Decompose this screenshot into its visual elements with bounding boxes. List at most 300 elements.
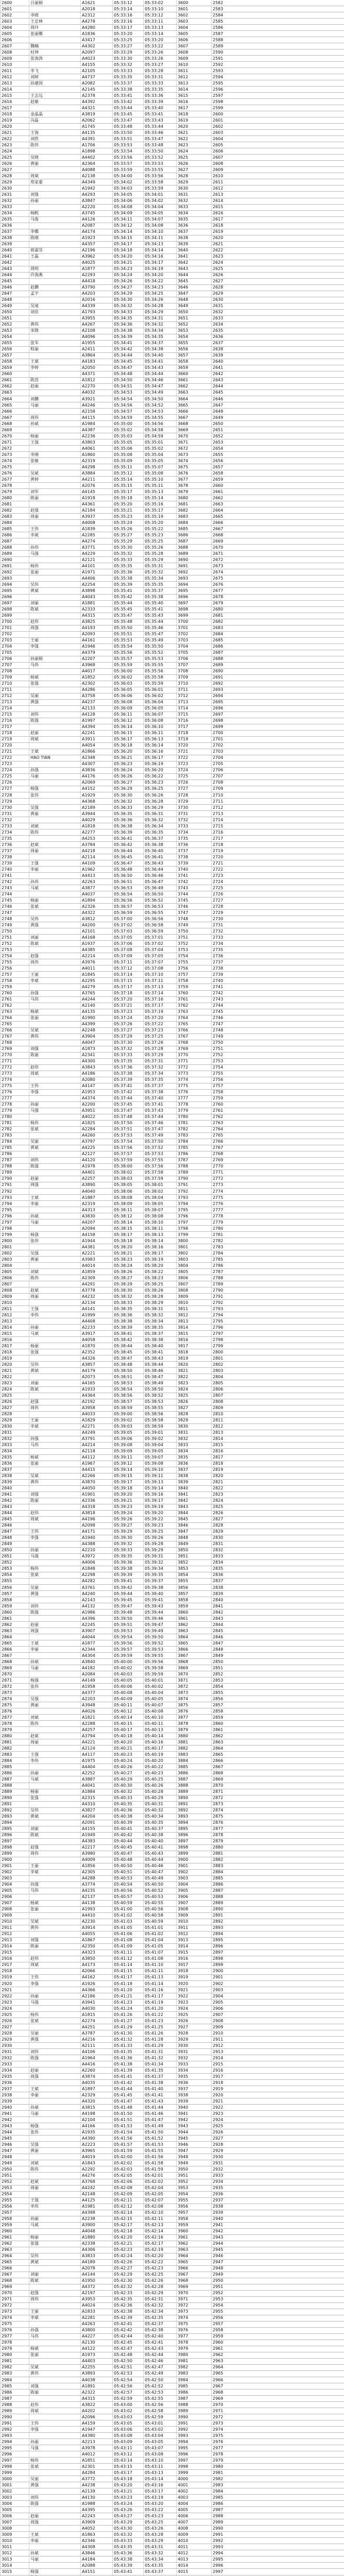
bib-cell: A3784 bbox=[81, 842, 113, 848]
table-row bbox=[1, 2074, 344, 2080]
place-2-cell: 2587 bbox=[212, 31, 344, 37]
net-time-cell: 05:39:04 bbox=[144, 1442, 177, 1448]
place-2-cell: 2917 bbox=[212, 2074, 344, 2080]
bib-cell: A4152 bbox=[81, 786, 113, 792]
place-cell: 3684 bbox=[177, 520, 212, 526]
bib-cell: A2203 bbox=[81, 1696, 113, 1702]
rank-cell: 2783 bbox=[1, 1132, 29, 1139]
name-cell bbox=[29, 297, 81, 303]
name-cell bbox=[29, 1374, 81, 1380]
place-cell: 3650 bbox=[177, 309, 212, 315]
table-row bbox=[1, 25, 344, 31]
name-cell bbox=[29, 2098, 81, 2105]
table-row bbox=[1, 2105, 344, 2111]
net-time-cell: 05:35:05 bbox=[144, 458, 177, 464]
rank-cell: 2807 bbox=[1, 1281, 29, 1287]
gun-time-cell: 05:40:36 bbox=[113, 1807, 144, 1814]
rank-cell: 2885 bbox=[1, 1764, 29, 1770]
bib-cell: A1973 bbox=[81, 2352, 113, 2358]
place-cell: 4002 bbox=[177, 2488, 212, 2495]
gun-time-cell: 05:42:05 bbox=[113, 2173, 144, 2179]
net-time-cell: 05:33:28 bbox=[144, 68, 177, 74]
bib-cell: A4251 bbox=[81, 2024, 113, 2030]
place-2-cell: 2672 bbox=[212, 557, 344, 563]
net-time-cell: 05:41:25 bbox=[144, 2024, 177, 2030]
place-cell: 3795 bbox=[177, 1207, 212, 1213]
net-time-cell: 05:42:13 bbox=[144, 2222, 177, 2228]
bib-cell: A2288 bbox=[81, 1721, 113, 1727]
net-time-cell: 05:34:28 bbox=[144, 303, 177, 309]
gun-time-cell: 05:39:50 bbox=[113, 1616, 144, 1622]
bib-cell: A4159 bbox=[81, 2420, 113, 2427]
rank-cell: 2713 bbox=[1, 699, 29, 705]
table-row bbox=[1, 1814, 344, 1820]
gun-time-cell: 05:36:48 bbox=[113, 867, 144, 873]
bib-cell: A2241 bbox=[81, 730, 113, 736]
name-cell bbox=[29, 37, 81, 43]
bib-cell: A2270 bbox=[81, 383, 113, 389]
rank-cell: 2879 bbox=[1, 1727, 29, 1733]
place-2-cell: 2866 bbox=[212, 1758, 344, 1764]
net-time-cell: 05:40:49 bbox=[144, 1875, 177, 1882]
rank-cell: 3015 bbox=[1, 2569, 29, 2575]
name-cell bbox=[29, 594, 81, 600]
net-time-cell: 05:38:44 bbox=[144, 1362, 177, 1368]
name-cell: 王伟 bbox=[29, 526, 81, 532]
gun-time-cell: 05:42:42 bbox=[113, 2327, 144, 2333]
rank-cell: 2759 bbox=[1, 984, 29, 990]
rank-cell: 2605 bbox=[1, 31, 29, 37]
rank-cell: 2956 bbox=[1, 2204, 29, 2210]
table-row bbox=[1, 167, 344, 173]
gun-time-cell: 05:41:35 bbox=[113, 2049, 144, 2055]
gun-time-cell: 05:37:51 bbox=[113, 1126, 144, 1132]
net-time-cell: 05:37:59 bbox=[144, 1176, 177, 1182]
name-cell: 刘斌 bbox=[29, 2160, 81, 2166]
rank-cell: 2811 bbox=[1, 1306, 29, 1312]
bib-cell: A2220 bbox=[81, 204, 113, 210]
rank-cell: 2903 bbox=[1, 1875, 29, 1882]
rank-cell: 2753 bbox=[1, 947, 29, 953]
place-cell: 3665 bbox=[177, 402, 212, 409]
place-2-cell: 2991 bbox=[212, 2532, 344, 2538]
name-cell: 孙斌 bbox=[29, 2550, 81, 2556]
bib-cell: A3825 bbox=[81, 619, 113, 625]
name-cell: 王丽 bbox=[29, 637, 81, 643]
name-cell: 陈伟 bbox=[29, 2166, 81, 2173]
bib-cell: A4307 bbox=[81, 761, 113, 767]
rank-cell: 2609 bbox=[1, 56, 29, 62]
rank-cell: 2650 bbox=[1, 309, 29, 315]
net-time-cell: 05:35:22 bbox=[144, 526, 177, 532]
bib-cell: A1866 bbox=[81, 749, 113, 755]
place-cell: 3782 bbox=[177, 1126, 212, 1132]
gun-time-cell: 05:41:54 bbox=[113, 2129, 144, 2136]
net-time-cell: 05:40:25 bbox=[144, 1776, 177, 1783]
place-2-cell: 2791 bbox=[212, 1294, 344, 1300]
net-time-cell: 05:34:35 bbox=[144, 334, 177, 340]
name-cell: 周丽 bbox=[29, 1739, 81, 1745]
place-cell: 3601 bbox=[177, 6, 212, 12]
table-row bbox=[1, 1999, 344, 2006]
rank-cell: 2967 bbox=[1, 2272, 29, 2278]
rank-cell: 2739 bbox=[1, 860, 29, 867]
rank-cell: 2852 bbox=[1, 1560, 29, 1566]
net-time-cell: 05:38:22 bbox=[144, 1269, 177, 1275]
rank-cell: 2994 bbox=[1, 2439, 29, 2445]
place-cell: 3697 bbox=[177, 600, 212, 606]
bib-cell: A1873 bbox=[81, 1046, 113, 1052]
table-row bbox=[1, 1943, 344, 1950]
place-2-cell: 2611 bbox=[212, 179, 344, 185]
net-time-cell: 05:42:34 bbox=[144, 2309, 177, 2315]
place-2-cell: 2956 bbox=[212, 2315, 344, 2321]
table-row bbox=[1, 1027, 344, 1033]
gun-time-cell: 05:43:14 bbox=[113, 2458, 144, 2464]
bib-cell: A1999 bbox=[81, 1312, 113, 1318]
place-2-cell: 2756 bbox=[212, 1077, 344, 1083]
place-2-cell: 2915 bbox=[212, 2061, 344, 2067]
name-cell: 赵强 bbox=[29, 2290, 81, 2296]
net-time-cell: 05:39:08 bbox=[144, 1461, 177, 1467]
place-cell: 3824 bbox=[177, 1386, 212, 1393]
place-2-cell: 2788 bbox=[212, 1275, 344, 1281]
name-cell bbox=[29, 1467, 81, 1473]
bib-cell: A4323 bbox=[81, 1950, 113, 1956]
name-cell bbox=[29, 1690, 81, 1696]
net-time-cell: 05:35:10 bbox=[144, 477, 177, 483]
gun-time-cell: 05:41:59 bbox=[113, 2148, 144, 2154]
table-row bbox=[1, 1553, 344, 1560]
net-time-cell: 05:39:43 bbox=[144, 1603, 177, 1609]
place-2-cell: 2696 bbox=[212, 705, 344, 711]
table-row bbox=[1, 142, 344, 148]
rank-cell: 2893 bbox=[1, 1814, 29, 1820]
gun-time-cell: 05:39:27 bbox=[113, 1522, 144, 1529]
net-time-cell: 05:35:46 bbox=[144, 625, 177, 631]
place-cell: 3689 bbox=[177, 551, 212, 557]
rank-cell: 2638 bbox=[1, 235, 29, 241]
place-2-cell: 2816 bbox=[212, 1448, 344, 1454]
name-cell bbox=[29, 105, 81, 111]
place-cell: 3840 bbox=[177, 1485, 212, 1492]
rank-cell: 2911 bbox=[1, 1925, 29, 1931]
rank-cell: 2888 bbox=[1, 1783, 29, 1789]
table-row bbox=[1, 2470, 344, 2476]
name-cell: 李娜 bbox=[29, 229, 81, 235]
name-cell: 周伟 bbox=[29, 2296, 81, 2302]
bib-cell: A1947 bbox=[81, 2427, 113, 2433]
name-cell bbox=[29, 2191, 81, 2197]
gun-time-cell: 05:39:24 bbox=[113, 1510, 144, 1516]
name-cell bbox=[29, 910, 81, 916]
table-row bbox=[1, 947, 344, 953]
gun-time-cell: 05:34:48 bbox=[113, 371, 144, 377]
bib-cell: A3857 bbox=[81, 1362, 113, 1368]
name-cell bbox=[29, 1987, 81, 1993]
table-row bbox=[1, 941, 344, 947]
bib-cell: A4186 bbox=[81, 1071, 113, 1077]
net-time-cell: 05:39:05 bbox=[144, 1448, 177, 1454]
gun-time-cell: 05:42:36 bbox=[113, 2302, 144, 2309]
name-cell: 吴伟 bbox=[29, 1807, 81, 1814]
place-2-cell: 2761 bbox=[212, 1108, 344, 1114]
bib-cell: A1990 bbox=[81, 1015, 113, 1021]
bib-cell: A2233 bbox=[81, 1325, 113, 1331]
place-2-cell: 2632 bbox=[212, 309, 344, 315]
gun-time-cell: 05:39:54 bbox=[113, 1634, 144, 1640]
net-time-cell: 05:42:44 bbox=[144, 2352, 177, 2358]
bib-cell: A4037 bbox=[81, 891, 113, 897]
rank-cell: 2980 bbox=[1, 2352, 29, 2358]
place-cell: 3899 bbox=[177, 1851, 212, 1857]
place-cell: 3893 bbox=[177, 1814, 212, 1820]
place-2-cell: 2686 bbox=[212, 643, 344, 650]
table-row bbox=[1, 260, 344, 266]
gun-time-cell: 05:42:24 bbox=[113, 2253, 144, 2259]
rank-cell: 2999 bbox=[1, 2470, 29, 2476]
name-cell bbox=[29, 557, 81, 563]
table-row bbox=[1, 631, 344, 637]
gun-time-cell: 05:37:42 bbox=[113, 1089, 144, 1095]
rank-cell: 2894 bbox=[1, 1820, 29, 1826]
net-time-cell: 05:39:22 bbox=[144, 1516, 177, 1522]
rank-cell: 2797 bbox=[1, 1219, 29, 1226]
net-time-cell: 05:39:02 bbox=[144, 1436, 177, 1442]
table-row bbox=[1, 62, 344, 68]
name-cell: 黄丽 bbox=[29, 1257, 81, 1263]
place-cell: 3779 bbox=[177, 1108, 212, 1114]
name-cell: 李丽 bbox=[29, 867, 81, 873]
net-time-cell: 05:35:16 bbox=[144, 501, 177, 507]
net-time-cell: 05:38:50 bbox=[144, 1386, 177, 1393]
bib-cell: A4203 bbox=[81, 291, 113, 297]
bib-cell: A4022 bbox=[81, 1114, 113, 1120]
rank-cell: 2892 bbox=[1, 1807, 29, 1814]
net-time-cell: 05:43:35 bbox=[144, 2563, 177, 2569]
name-cell bbox=[29, 1077, 81, 1083]
bib-cell: A2080 bbox=[81, 1077, 113, 1083]
bib-cell: A4138 bbox=[81, 1900, 113, 1906]
place-2-cell: 2593 bbox=[212, 68, 344, 74]
rank-cell: 2744 bbox=[1, 891, 29, 897]
name-cell: 李强 bbox=[29, 1535, 81, 1541]
place-cell: 3731 bbox=[177, 811, 212, 817]
place-2-cell: 2796 bbox=[212, 1325, 344, 1331]
net-time-cell: 05:41:10 bbox=[144, 1962, 177, 1968]
net-time-cell: 05:40:26 bbox=[144, 1783, 177, 1789]
gun-time-cell: 05:42:21 bbox=[113, 2241, 144, 2247]
place-2-cell: 2878 bbox=[212, 1832, 344, 1838]
bib-cell: A4381 bbox=[81, 1244, 113, 1250]
rank-cell: 2960 bbox=[1, 2228, 29, 2234]
gun-time-cell: 05:41:57 bbox=[113, 2142, 144, 2148]
net-time-cell: 05:42:43 bbox=[144, 2346, 177, 2352]
table-row bbox=[1, 1851, 344, 1857]
rank-cell: 2694 bbox=[1, 582, 29, 588]
name-cell: 赵斌 bbox=[29, 1287, 81, 1294]
place-2-cell: 2837 bbox=[212, 1578, 344, 1584]
bib-cell: A1950 bbox=[81, 2278, 113, 2284]
name-cell bbox=[29, 1597, 81, 1603]
place-2-cell: 2622 bbox=[212, 247, 344, 253]
bib-cell: A4237 bbox=[81, 699, 113, 705]
net-time-cell: 05:39:50 bbox=[144, 1634, 177, 1640]
name-cell: 马丽 bbox=[29, 2556, 81, 2563]
place-2-cell: 2634 bbox=[212, 321, 344, 328]
place-cell: 3854 bbox=[177, 1572, 212, 1578]
name-cell bbox=[29, 1430, 81, 1436]
place-2-cell: 2819 bbox=[212, 1467, 344, 1473]
place-cell: 3810 bbox=[177, 1300, 212, 1306]
bib-cell: A1926 bbox=[81, 1981, 113, 1987]
net-time-cell: 05:34:11 bbox=[144, 235, 177, 241]
name-cell bbox=[29, 2302, 81, 2309]
name-cell bbox=[29, 87, 81, 93]
name-cell bbox=[29, 1671, 81, 1677]
place-cell: 3985 bbox=[177, 2383, 212, 2389]
place-2-cell: 2586 bbox=[212, 25, 344, 31]
place-2-cell: 2900 bbox=[212, 1968, 344, 1974]
gun-time-cell: 05:34:39 bbox=[113, 334, 144, 340]
place-cell: 3787 bbox=[177, 1157, 212, 1163]
bib-cell: A4112 bbox=[81, 1454, 113, 1461]
table-row bbox=[1, 328, 344, 334]
bib-cell: A2260 bbox=[81, 2067, 113, 2074]
name-cell: 黄斌 bbox=[29, 2259, 81, 2265]
name-cell: 张丽娜 bbox=[29, 31, 81, 37]
bib-cell: A1891 bbox=[81, 2383, 113, 2389]
table-row bbox=[1, 1492, 344, 1498]
table-row bbox=[1, 2092, 344, 2098]
place-2-cell: 2677 bbox=[212, 588, 344, 594]
gun-time-cell: 05:36:18 bbox=[113, 742, 144, 749]
place-cell: 3901 bbox=[177, 1863, 212, 1869]
bib-cell: A4040 bbox=[81, 1189, 113, 1195]
place-cell: 3648 bbox=[177, 297, 212, 303]
bib-cell: A1967 bbox=[81, 1461, 113, 1467]
name-cell: 马斌 bbox=[29, 1776, 81, 1783]
gun-time-cell: 05:38:18 bbox=[113, 1238, 144, 1244]
gun-time-cell: 05:36:02 bbox=[113, 674, 144, 681]
rank-cell: 2895 bbox=[1, 1826, 29, 1832]
rank-cell: 2813 bbox=[1, 1318, 29, 1325]
gun-time-cell: 05:39:02 bbox=[113, 1417, 144, 1423]
name-cell: 陈浩 bbox=[29, 377, 81, 383]
name-cell: 刘强 bbox=[29, 192, 81, 198]
rank-cell: 2861 bbox=[1, 1616, 29, 1622]
place-cell: 3702 bbox=[177, 631, 212, 637]
place-2-cell: 2708 bbox=[212, 779, 344, 786]
net-time-cell: 05:36:52 bbox=[144, 897, 177, 904]
net-time-cell: 05:38:37 bbox=[144, 1331, 177, 1337]
name-cell: 杨强 bbox=[29, 786, 81, 792]
gun-time-cell: 05:36:21 bbox=[113, 755, 144, 761]
rank-cell: 2738 bbox=[1, 854, 29, 860]
net-time-cell: 05:42:14 bbox=[144, 2228, 177, 2234]
net-time-cell: 05:37:23 bbox=[144, 1027, 177, 1033]
place-2-cell: 2978 bbox=[212, 2451, 344, 2458]
gun-time-cell: 05:36:03 bbox=[113, 681, 144, 687]
bib-cell: A3955 bbox=[81, 315, 113, 321]
place-2-cell: 2948 bbox=[212, 2265, 344, 2272]
rank-cell: 2862 bbox=[1, 1622, 29, 1628]
place-cell: 3855 bbox=[177, 1578, 212, 1584]
gun-time-cell: 05:34:33 bbox=[113, 309, 144, 315]
table-row bbox=[1, 99, 344, 105]
rank-cell: 3003 bbox=[1, 2495, 29, 2501]
place-2-cell: 2838 bbox=[212, 1585, 344, 1591]
place-2-cell: 2865 bbox=[212, 1752, 344, 1758]
bib-cell: A4183 bbox=[81, 359, 113, 365]
bib-cell: A4033 bbox=[81, 1411, 113, 1417]
place-2-cell: 2868 bbox=[212, 1770, 344, 1776]
table-row bbox=[1, 2216, 344, 2222]
name-cell: 周伟 bbox=[29, 1851, 81, 1857]
place-cell: 3990 bbox=[177, 2414, 212, 2420]
place-cell: 3980 bbox=[177, 2352, 212, 2358]
net-time-cell: 05:42:17 bbox=[144, 2241, 177, 2247]
gun-time-cell: 05:41:21 bbox=[113, 1993, 144, 1999]
name-cell bbox=[29, 2154, 81, 2160]
gun-time-cell: 05:36:57 bbox=[113, 904, 144, 910]
net-time-cell: 05:38:55 bbox=[144, 1405, 177, 1411]
place-cell: 3839 bbox=[177, 1479, 212, 1485]
net-time-cell: 05:34:31 bbox=[144, 315, 177, 321]
place-cell: 3662 bbox=[177, 383, 212, 389]
place-cell: 3812 bbox=[177, 1312, 212, 1318]
gun-time-cell: 05:33:57 bbox=[113, 161, 144, 167]
bib-cell: A3978 bbox=[81, 2445, 113, 2451]
place-2-cell: 2623 bbox=[212, 253, 344, 260]
gun-time-cell: 05:39:48 bbox=[113, 1609, 144, 1616]
net-time-cell: 05:38:02 bbox=[144, 1189, 177, 1195]
bib-cell: A2118 bbox=[81, 1448, 113, 1454]
bib-cell: A2196 bbox=[81, 247, 113, 253]
gun-time-cell: 05:33:44 bbox=[113, 105, 144, 111]
net-time-cell: 05:34:25 bbox=[144, 291, 177, 297]
place-2-cell: 2963 bbox=[212, 2358, 344, 2364]
rank-cell: 2877 bbox=[1, 1715, 29, 1721]
net-time-cell: 05:40:16 bbox=[144, 1739, 177, 1745]
bib-cell: A3765 bbox=[81, 990, 113, 996]
bib-cell: A4320 bbox=[81, 2098, 113, 2105]
rank-cell: 2655 bbox=[1, 340, 29, 346]
table-row bbox=[1, 1529, 344, 1535]
name-cell: 赵丽 bbox=[29, 383, 81, 389]
table-row bbox=[1, 2148, 344, 2154]
place-2-cell: 2840 bbox=[212, 1597, 344, 1603]
place-cell: 3926 bbox=[177, 2018, 212, 2024]
place-cell: 3993 bbox=[177, 2433, 212, 2439]
rank-cell: 2706 bbox=[1, 656, 29, 662]
place-2-cell: 2741 bbox=[212, 984, 344, 990]
name-cell: 孙强 bbox=[29, 990, 81, 996]
net-time-cell: 05:39:34 bbox=[144, 1566, 177, 1572]
table-row bbox=[1, 1733, 344, 1739]
name-cell: 杨丽 bbox=[29, 897, 81, 904]
rank-cell: 2904 bbox=[1, 1882, 29, 1888]
table-row bbox=[1, 1325, 344, 1331]
place-cell: 3881 bbox=[177, 1739, 212, 1745]
place-2-cell: 2763 bbox=[212, 1120, 344, 1126]
net-time-cell: 05:42:50 bbox=[144, 2377, 177, 2383]
net-time-cell: 05:40:01 bbox=[144, 1677, 177, 1684]
rank-cell: 2700 bbox=[1, 619, 29, 625]
net-time-cell: 05:42:05 bbox=[144, 2191, 177, 2197]
rank-cell: 2918 bbox=[1, 1968, 29, 1974]
table-row bbox=[1, 179, 344, 185]
